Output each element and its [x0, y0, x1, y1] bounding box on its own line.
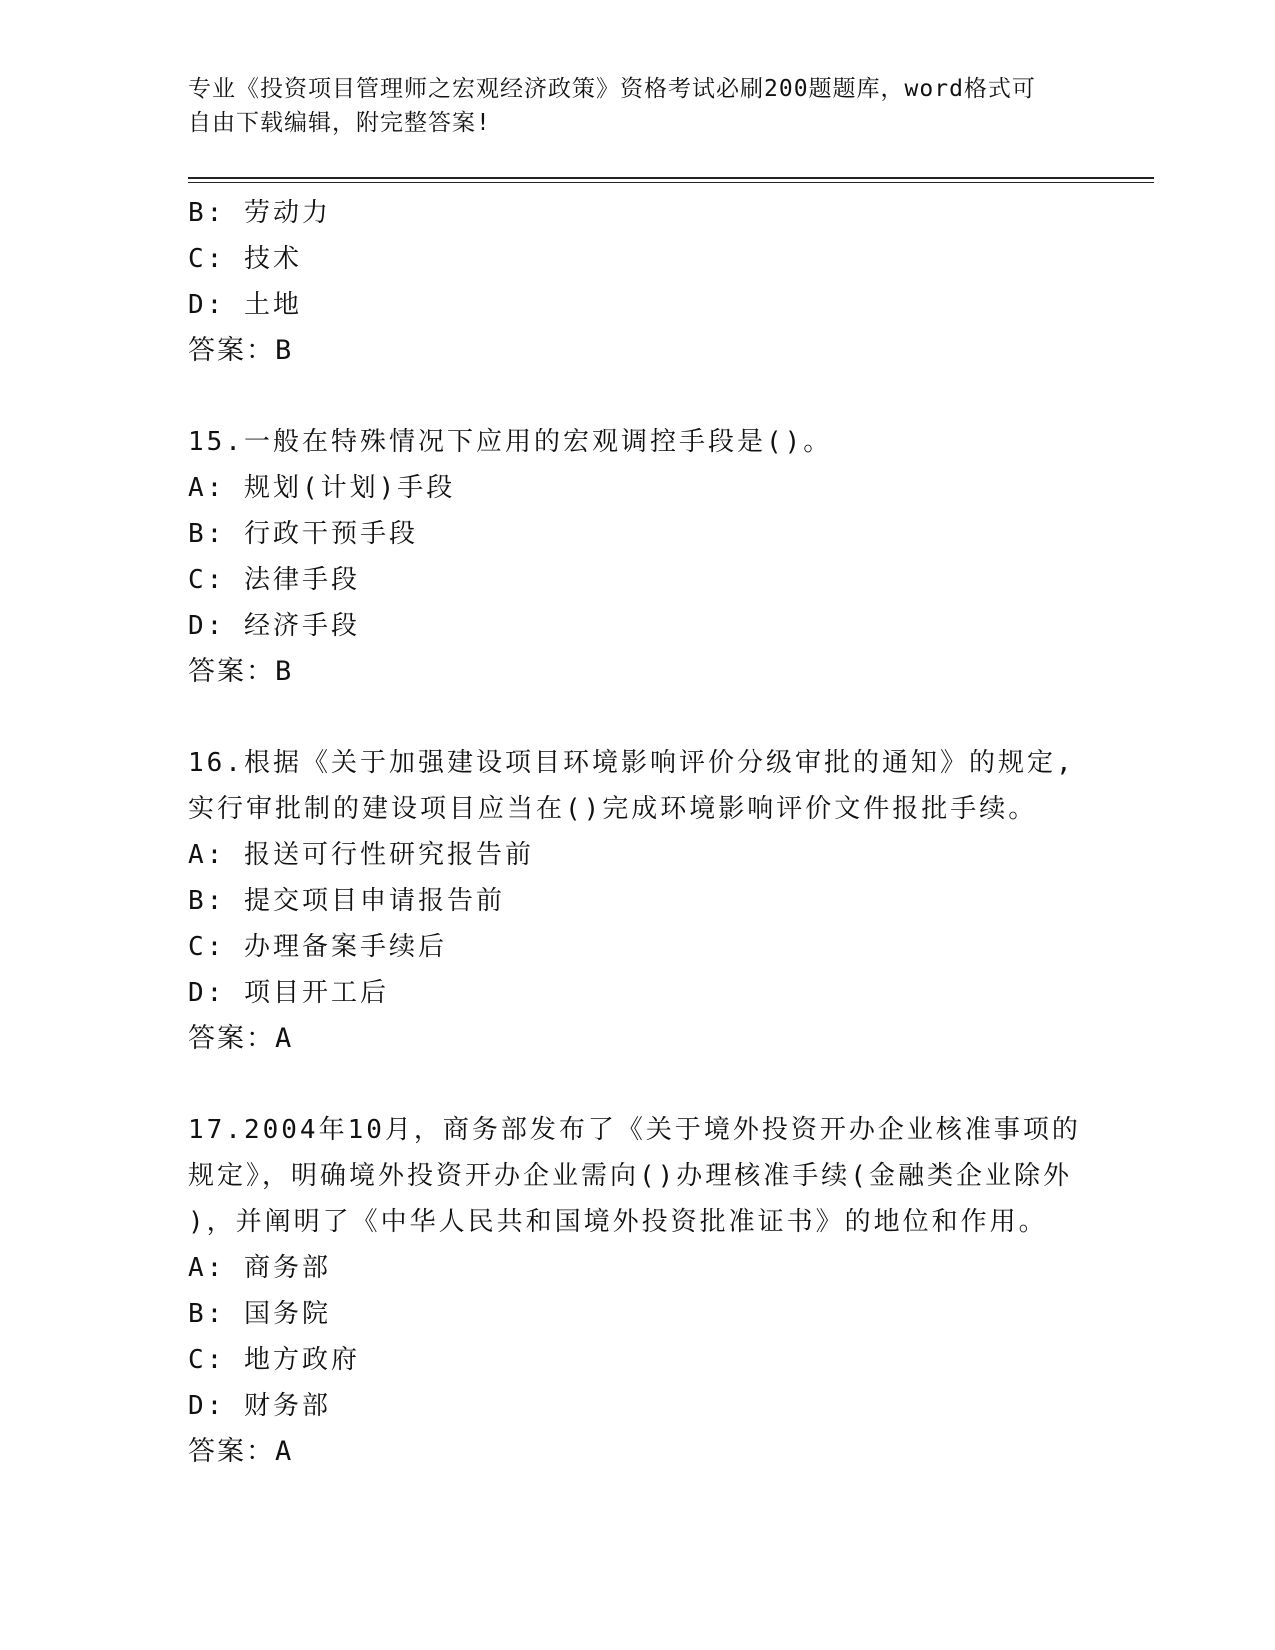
option-b: B: 提交项目申请报告前 [188, 886, 505, 916]
header-divider-thin [188, 182, 1154, 183]
question-17 [188, 1107, 1088, 1475]
option-b: B: 行政干预手段 [188, 519, 418, 549]
option-a: A: 规划(计划)手段 [188, 473, 456, 503]
option-c: C: 办理备案手续后 [188, 932, 447, 962]
header-line-1: 专业《投资项目管理师之宏观经济政策》资格考试必刷200题题库，word格式可 [188, 76, 1036, 102]
question-stem-line: 17.2004年10月，商务部发布了《关于境外投资开办企业核准事项的 [188, 1115, 1081, 1145]
option-c: C: 地方政府 [188, 1345, 360, 1375]
question-list [188, 190, 1088, 1520]
question-15 [188, 419, 1088, 695]
option-b: B: 国务院 [188, 1299, 331, 1329]
question-stem: 15.一般在特殊情况下应用的宏观调控手段是()。 [188, 427, 833, 457]
option-a: A: 报送可行性研究报告前 [188, 840, 534, 870]
option-d: D: 经济手段 [188, 611, 360, 641]
answer: 答案：B [188, 656, 294, 687]
option-d: D: 财务部 [188, 1391, 331, 1421]
document-header [188, 72, 1068, 140]
answer: 答案：B [188, 335, 294, 366]
header-divider [188, 177, 1154, 179]
question-stem-line: 规定》，明确境外投资开办企业需向()办理核准手续(金融类企业除外 [188, 1161, 1072, 1191]
question-stem-line: 实行审批制的建设项目应当在()完成环境影响评价文件报批手续。 [188, 794, 1038, 824]
partial-question [188, 190, 1088, 374]
question-stem-line: )，并阐明了《中华人民共和国境外投资批准证书》的地位和作用。 [188, 1207, 1048, 1237]
answer: 答案：A [188, 1023, 294, 1054]
option-b: B: 劳动力 [188, 198, 331, 228]
option-d: D: 土地 [188, 290, 302, 320]
option-a: A: 商务部 [188, 1253, 331, 1283]
header-line-2: 自由下载编辑，附完整答案! [188, 110, 491, 136]
question-stem-line: 16.根据《关于加强建设项目环境影响评价分级审批的通知》的规定, [188, 748, 1075, 778]
answer: 答案：A [188, 1436, 294, 1467]
question-16 [188, 740, 1088, 1062]
option-d: D: 项目开工后 [188, 978, 389, 1008]
option-c: C: 技术 [188, 244, 302, 274]
option-c: C: 法律手段 [188, 565, 360, 595]
